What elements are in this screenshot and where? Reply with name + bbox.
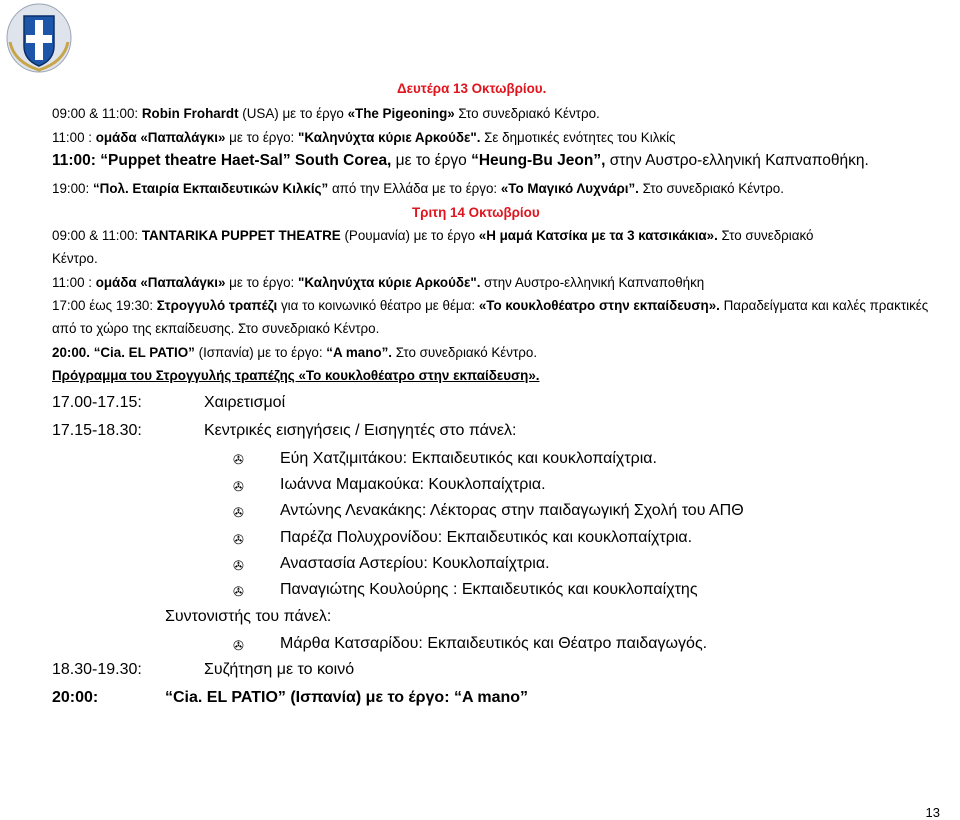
- text: με το έργο: [391, 152, 472, 169]
- performer: 20:00. “Cia. EL PATIO”: [52, 345, 195, 360]
- tuesday-line-2: [52, 275, 704, 291]
- text: στην Αυστρο-ελληνική Καπναποθήκη.: [605, 152, 869, 169]
- play-title: «The Pigeoning»: [347, 106, 455, 121]
- text: (Ισπανία) με το έργο:: [194, 345, 327, 360]
- coordinator-label: Συντονιστής του πάνελ:: [165, 608, 332, 625]
- tuesday-line-3: [52, 298, 928, 314]
- time: 17:00 έως 19:30:: [52, 298, 157, 313]
- performer: “Πολ. Εταιρία Εκπαιδευτικών Κιλκίς”: [92, 181, 329, 196]
- text: με το έργο:: [225, 130, 299, 145]
- schedule-desc-4: “Cia. EL PATIO” (Ισπανία) με το έργο: “A mano”: [165, 689, 529, 706]
- schedule-desc-2: Κεντρικές εισηγήσεις / Εισηγητές στο πάνελ:: [204, 422, 517, 439]
- tuesday-line-3-cont: από το χώρο της εκπαίδευσης. Στο συνεδριακό Κέντρο.: [52, 321, 380, 336]
- performer: “Puppet theatre Haet-Sal” South Corea,: [100, 152, 392, 169]
- tuesday-line-4: [52, 345, 537, 361]
- text: Στο συνεδριακό Κέντρο.: [638, 181, 784, 196]
- time: 11:00 :: [52, 130, 96, 145]
- program-title: Πρόγραμμα του Στρογγυλής τραπέζης «Το κουκλοθέατρο στην εκπαίδευση».: [52, 368, 540, 383]
- tuesday-line-1: [52, 228, 813, 244]
- schedule-desc-1: Χαιρετισμοί: [204, 394, 286, 411]
- text: Στο συνεδριακό: [717, 228, 814, 243]
- play-title: «Η μαμά Κατσίκα με τα 3 κατσικάκια».: [478, 228, 718, 243]
- schedule-time-2: 17.15-18.30:: [52, 422, 142, 439]
- bullet-icon: ✇: [233, 638, 244, 653]
- speaker: Παρέζα Πολυχρονίδου: Εκπαιδευτικός και κουκλοπαίχτρια.: [280, 529, 693, 546]
- speaker: Αναστασία Αστερίου: Κουκλοπαίχτρια.: [280, 555, 550, 572]
- schedule-desc-3: Συζήτηση με το κοινό: [204, 661, 355, 678]
- performer: ομάδα «Παπαλάγκι»: [95, 275, 226, 290]
- text: από την Ελλάδα με το έργο:: [328, 181, 501, 196]
- greek-coat-of-arms-emblem-icon: [4, 2, 74, 74]
- coordinator: Μάρθα Κατσαρίδου: Εκπαιδευτικός και Θέατρο παιδαγωγός.: [280, 635, 708, 652]
- text: για το κοινωνικό θέατρο με θέμα:: [277, 298, 479, 313]
- topic: «Το κουκλοθέατρο στην εκπαίδευση».: [478, 298, 720, 313]
- page-number: 13: [925, 805, 940, 820]
- tuesday-line-1-cont: Κέντρο.: [52, 251, 98, 266]
- bullet-icon: ✇: [233, 452, 244, 467]
- bullet-icon: ✇: [233, 558, 244, 573]
- text: Στο συνεδριακό Κέντρο.: [454, 106, 600, 121]
- text: Στο συνεδριακό Κέντρο.: [392, 345, 538, 360]
- schedule-time-1: 17.00-17.15:: [52, 394, 142, 411]
- text: Παραδείγματα και καλές πρακτικές: [719, 298, 929, 313]
- text: στην Αυστρο-ελληνική Καπναποθήκη: [480, 275, 705, 290]
- time: 11:00 :: [52, 275, 96, 290]
- event: Στρογγυλό τραπέζι: [156, 298, 278, 313]
- monday-line-1: [52, 106, 600, 122]
- bullet-icon: ✇: [233, 479, 244, 494]
- text: (USA) με το έργο: [238, 106, 348, 121]
- monday-line-4: [52, 181, 784, 197]
- performer: TANTARIKA PUPPET THEATRE: [141, 228, 341, 243]
- time: 09:00 & 11:00:: [52, 228, 142, 243]
- play-title: “A mano”.: [326, 345, 392, 360]
- schedule-time-3: 18.30-19.30:: [52, 661, 142, 678]
- text: (Ρουμανία) με το έργο: [340, 228, 479, 243]
- schedule-time-4: 20:00:: [52, 689, 99, 706]
- monday-line-2: [52, 130, 676, 146]
- monday-line-3: [52, 153, 869, 169]
- time: 09:00 & 11:00:: [52, 106, 142, 121]
- performer: ομάδα «Παπαλάγκι»: [95, 130, 226, 145]
- play-title: «Το Μαγικό Λυχνάρι”.: [500, 181, 639, 196]
- time: 11:00:: [52, 152, 101, 169]
- performer: Robin Frohardt: [141, 106, 239, 121]
- speaker: Εύη Χατζιμιτάκου: Εκπαιδευτικός και κουκλοπαίχτρια.: [280, 450, 657, 467]
- bullet-icon: ✇: [233, 584, 244, 599]
- speaker: Αντώνης Λενακάκης: Λέκτορας στην παιδαγωγική Σχολή του ΑΠΘ: [280, 502, 744, 519]
- monday-heading: Δευτέρα 13 Οκτωβρίου.: [397, 81, 547, 96]
- play-title: "Καληνύχτα κύριε Αρκούδε".: [298, 275, 481, 290]
- play-title: "Καληνύχτα κύριε Αρκούδε".: [298, 130, 481, 145]
- tuesday-heading: Τριτη 14 Οκτωβρίου: [412, 205, 540, 220]
- text: με το έργο:: [225, 275, 299, 290]
- bullet-icon: ✇: [233, 505, 244, 520]
- time: 19:00:: [52, 181, 93, 196]
- speaker: Ιωάννα Μαμακούκα: Κουκλοπαίχτρια.: [280, 476, 546, 493]
- speaker: Παναγιώτης Κουλούρης : Εκπαιδευτικός και κουκλοπαίχτης: [280, 581, 698, 598]
- play-title: “Heung-Bu Jeon”,: [471, 152, 606, 169]
- text: Σε δημοτικές ενότητες του Κιλκίς: [480, 130, 676, 145]
- bullet-icon: ✇: [233, 532, 244, 547]
